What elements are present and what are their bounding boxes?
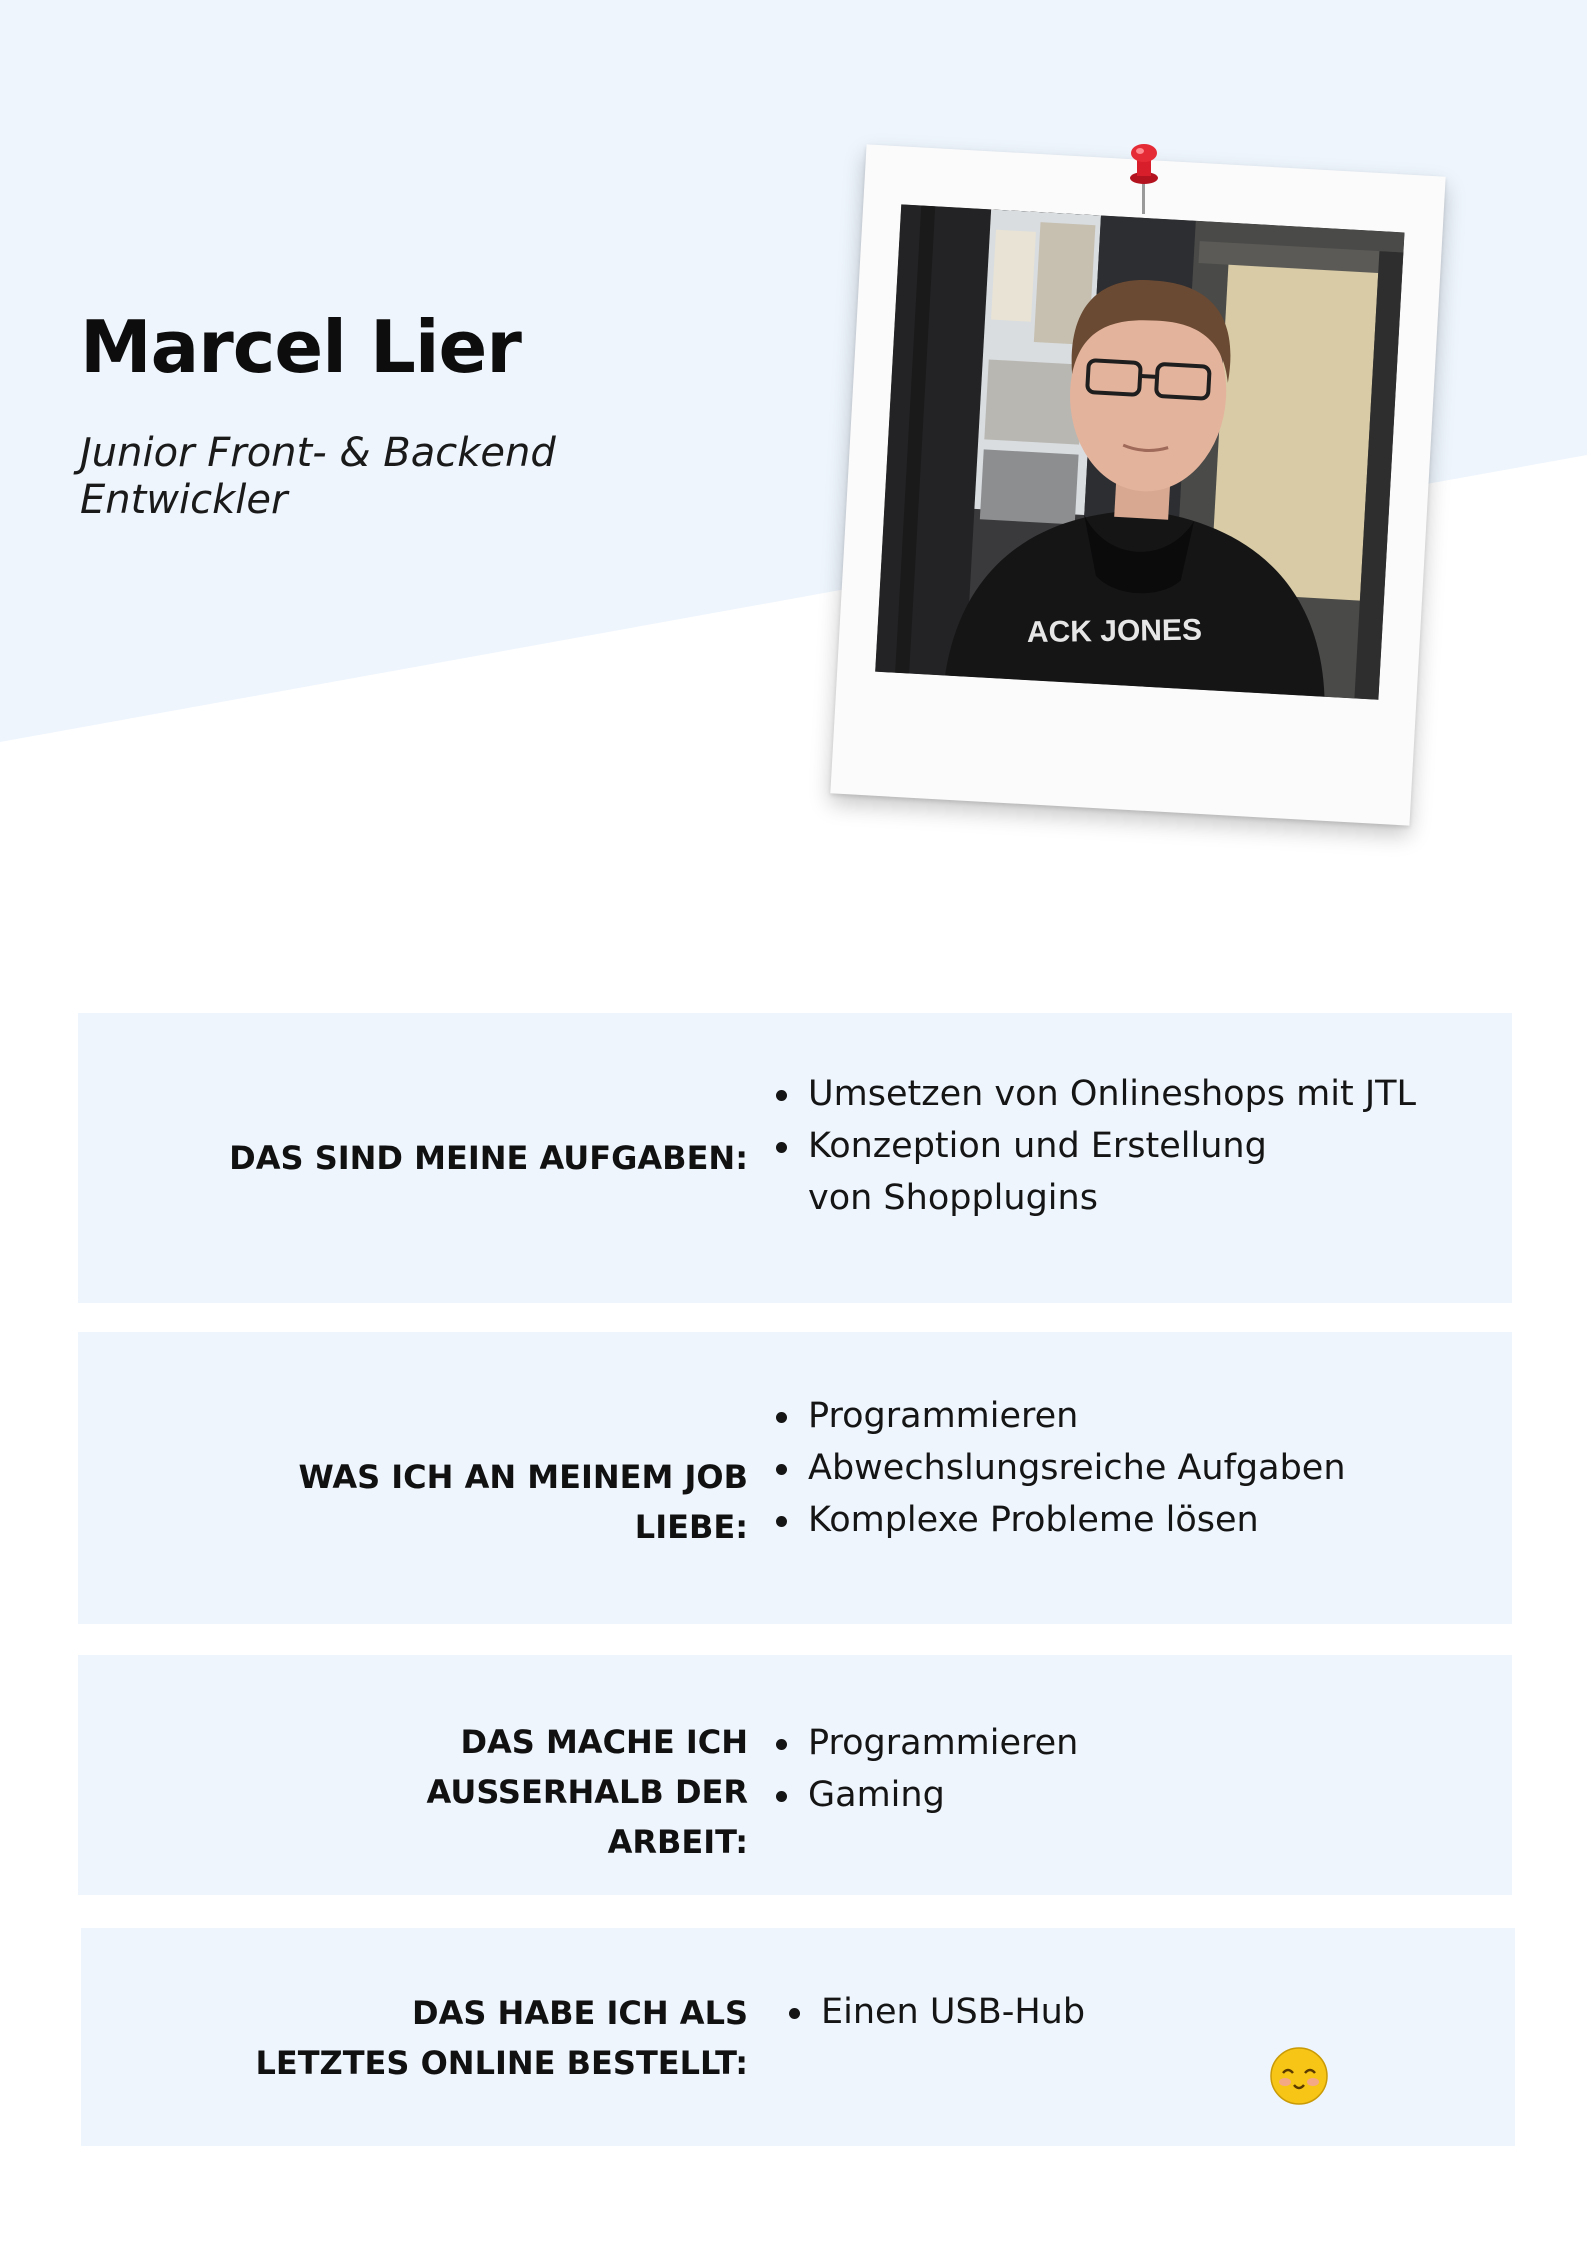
list-item: Programmieren [770,1390,1450,1442]
shirt-print: ACK JONES [1026,613,1203,650]
section-label: DAS MACHE ICH AUSSERHALB DER ARBEIT: [426,1723,748,1861]
smiling-face-icon [1268,2045,1330,2107]
pushpin-icon [1122,140,1166,218]
section-last-order [81,1928,1515,2146]
section-list [770,1717,1450,1821]
list-item: Gaming [770,1769,1450,1821]
list-item: Konzeption und Erstellung von Shopplugins [770,1120,1328,1224]
list-item: Abwechslungsreiche Aufgaben [770,1442,1450,1494]
job-title: Junior Front- & Backend Entwickler [80,430,556,523]
section-job-love [78,1332,1512,1624]
person-name: Marcel Lier [80,305,521,389]
profile-photo [875,204,1404,699]
section-label: DAS HABE ICH ALS LETZTES ONLINE BESTELLT: [255,1994,748,2082]
list-item: Umsetzen von Onlineshops mit JTL [770,1068,1450,1120]
section-tasks [78,1013,1512,1303]
polaroid-frame [830,144,1445,825]
section-list [770,1068,1450,1224]
section-list [770,1390,1450,1546]
list-item: Einen USB-Hub [783,1986,1463,2038]
section-list [783,1986,1463,2038]
section-hobbies [78,1655,1512,1895]
section-label: DAS SIND MEINE AUFGABEN: [229,1139,748,1177]
section-label: WAS ICH AN MEINEM JOB LIEBE: [298,1458,748,1546]
list-item: Komplexe Probleme lösen [770,1494,1450,1546]
list-item: Programmieren [770,1717,1450,1769]
